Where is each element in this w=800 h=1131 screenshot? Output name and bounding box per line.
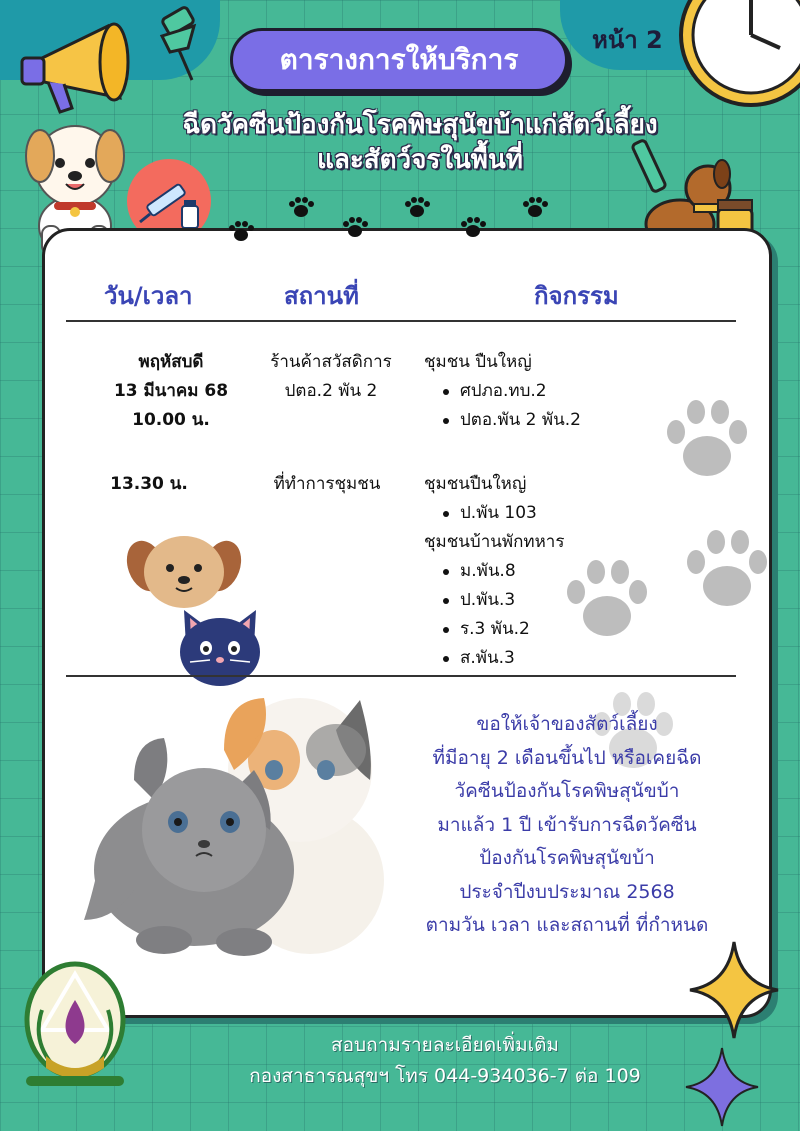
paw-print-icon bbox=[288, 196, 314, 218]
row1-day: พฤหัสบดี bbox=[138, 352, 204, 372]
list-item: ร.3 พัน.2 bbox=[438, 615, 664, 644]
pushpin-icon bbox=[148, 6, 208, 86]
headline-line-1: ฉีดวัคซีนป้องกันโรคพิษสุนัขบ้าแก่สัตว์เลี้ยง bbox=[182, 110, 658, 140]
list-item: ปตอ.พัน 2 พัน.2 bbox=[438, 406, 664, 435]
list-item: ป.พัน 103 bbox=[438, 499, 664, 528]
row1-date: 13 มีนาคม 68 bbox=[113, 381, 229, 401]
paw-print-icon bbox=[404, 196, 430, 218]
vaccination-notice bbox=[392, 708, 742, 943]
section-divider bbox=[66, 675, 736, 677]
footer-line-2: กองสาธารณสุขฯ โทร 044-934036-7 ต่อ 109 bbox=[249, 1065, 641, 1087]
paw-print-icon bbox=[460, 216, 486, 238]
page-title: ตารางการให้บริการ bbox=[230, 28, 568, 92]
headline-line-2: และสัตว์จรในพื้นที่ bbox=[317, 145, 523, 176]
row1-place-line1: ร้านค้าสวัสดิการ bbox=[270, 352, 392, 372]
row2-time: 13.30 น. bbox=[110, 474, 188, 494]
row1-community: ชุมชน ปืนใหญ่ bbox=[424, 352, 532, 372]
paw-print-icon bbox=[564, 556, 650, 646]
row1-place-line2: ปตอ.2 พัน 2 bbox=[284, 381, 378, 401]
contact-footer bbox=[150, 1030, 740, 1092]
sparkle-icon bbox=[688, 940, 780, 1040]
column-header-place: สถานที่ bbox=[284, 282, 359, 310]
clock-icon bbox=[676, 0, 800, 110]
list-item: ป.พัน.3 bbox=[438, 586, 664, 615]
list-item: ศปภอ.ทบ.2 bbox=[438, 377, 664, 406]
notice-line: วัคซีนป้องกันโรคพิษสุนัขบ้า bbox=[454, 780, 680, 802]
notice-line: มาแล้ว 1 ปี เข้ารับการฉีดวัคซีน bbox=[437, 813, 697, 836]
page-number: หน้า 2 bbox=[592, 26, 663, 54]
notice-line: ป้องกันโรคพิษสุนัขบ้า bbox=[479, 847, 655, 869]
row1-time: 10.00 น. bbox=[132, 410, 210, 430]
notice-line: ตามวัน เวลา และสถานที่ ที่กำหนด bbox=[425, 914, 709, 936]
row2-community-2: ชุมชนบ้านพักทหาร bbox=[424, 532, 565, 552]
municipal-seal-logo bbox=[22, 960, 128, 1090]
notice-line: ประจำปีงบประมาณ 2568 bbox=[459, 880, 675, 903]
row1-place bbox=[246, 348, 416, 406]
paw-print-icon bbox=[684, 526, 770, 616]
paw-print-icon bbox=[664, 396, 750, 486]
paw-print-icon bbox=[228, 220, 254, 242]
column-header-date-time: วัน/เวลา bbox=[104, 282, 193, 310]
footer-line-1: สอบถามรายละเอียดเพิ่มเติม bbox=[331, 1034, 559, 1056]
row1-date-time bbox=[86, 348, 256, 435]
notice-line: ขอให้เจ้าของสัตว์เลี้ยง bbox=[476, 713, 658, 735]
megaphone-icon bbox=[8, 12, 143, 122]
list-item: ส.พัน.3 bbox=[438, 644, 664, 673]
row2-place: ที่ทำการชุมชน bbox=[273, 474, 381, 494]
dog-face-icon bbox=[126, 530, 242, 610]
kittens-illustration bbox=[74, 690, 394, 965]
row1-activity bbox=[424, 348, 664, 435]
column-header-activity: กิจกรรม bbox=[534, 282, 619, 310]
notice-line: ที่มีอายุ 2 เดือนขึ้นไป หรือเคยฉีด bbox=[432, 746, 702, 769]
header-divider bbox=[66, 320, 736, 322]
paw-print-icon bbox=[522, 196, 548, 218]
paw-print-icon bbox=[342, 216, 368, 238]
row2-community-1: ชุมชนปืนใหญ่ bbox=[424, 474, 527, 494]
list-item: ม.พัน.8 bbox=[438, 557, 664, 586]
